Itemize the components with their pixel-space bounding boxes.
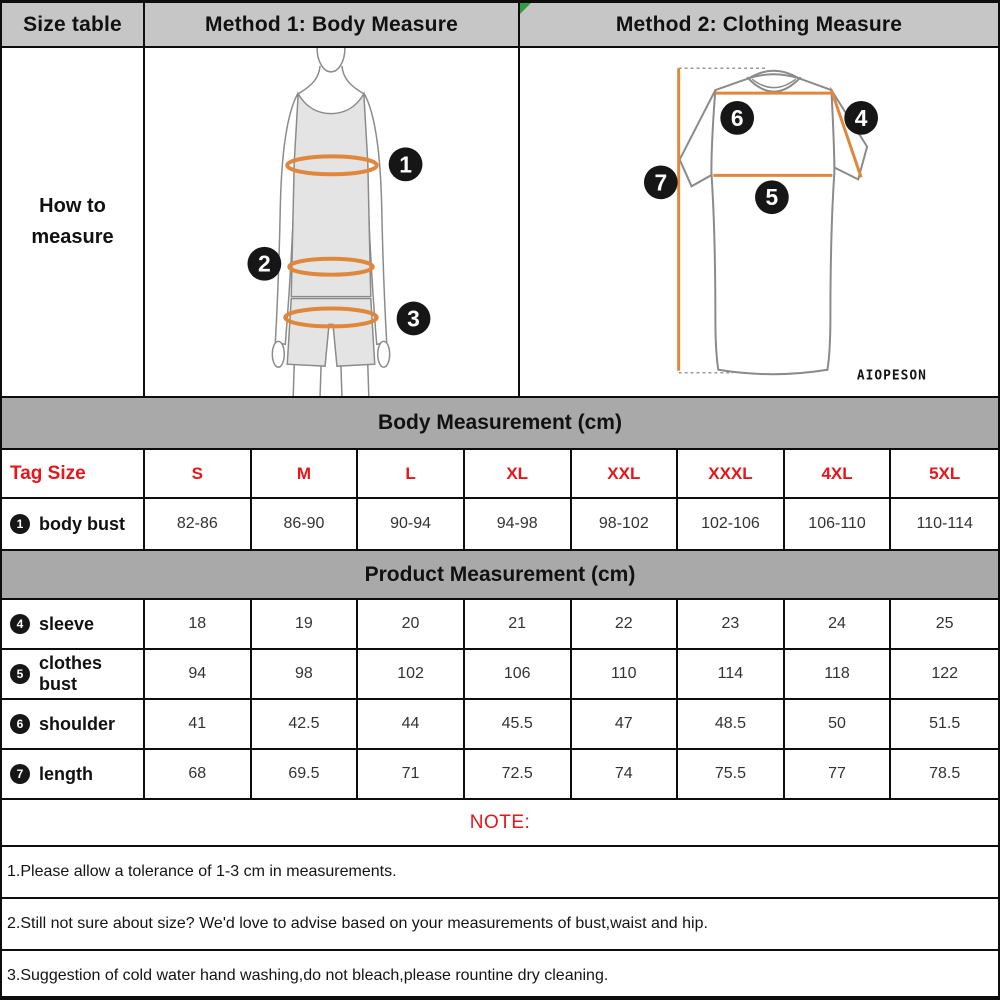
size-col-xl: XL — [465, 450, 572, 499]
size-col-4xl: 4XL — [785, 450, 892, 499]
shoulder-4xl: 50 — [785, 700, 892, 750]
body-bust-label — [2, 499, 145, 551]
body-measurement-section-header: Body Measurement (cm) — [2, 398, 998, 450]
how-to-line1: How to — [39, 195, 106, 217]
length-m: 69.5 — [252, 750, 359, 800]
method2-header-label: Method 2: Clothing Measure — [615, 12, 903, 36]
svg-text:2: 2 — [258, 250, 271, 277]
length-l: 71 — [358, 750, 465, 800]
shoulder-label — [2, 700, 145, 750]
marker-4-badge: 4 — [10, 614, 30, 634]
length-label-text: length — [39, 763, 93, 784]
tag-size-row — [2, 450, 998, 499]
shoulder-5xl: 51.5 — [891, 700, 998, 750]
shoulder-m: 42.5 — [252, 700, 359, 750]
body-marker-1 — [389, 147, 423, 181]
clothing-measure-figure — [520, 48, 998, 398]
size-col-m: M — [252, 450, 359, 499]
note-item-2: 2.Still not sure about size? We'd love to advise based on your measurements of bust,waist and hip. — [2, 899, 998, 951]
sleeve-5xl: 25 — [891, 600, 998, 650]
shoulder-xxxl: 48.5 — [678, 700, 785, 750]
length-row — [2, 750, 998, 800]
body-bust-m: 86-90 — [252, 499, 359, 551]
note-item-3: 3.Suggestion of cold water hand washing,do not bleach,please rountine dry cleaning. — [7, 967, 609, 984]
top-header-row — [2, 3, 998, 48]
clothes-bust-5xl: 122 — [891, 650, 998, 700]
sleeve-label — [2, 600, 145, 650]
svg-text:1: 1 — [399, 151, 412, 178]
tag-size-label: Tag Size — [2, 450, 145, 499]
product-measurement-section-header: Product Measurement (cm) — [2, 551, 998, 600]
sleeve-4xl: 24 — [785, 600, 892, 650]
clothes-bust-m: 98 — [252, 650, 359, 700]
sleeve-label-text: sleeve — [39, 613, 95, 634]
body-bust-4xl: 106-110 — [785, 499, 892, 551]
clothes-bust-label-text: clothes bust — [39, 653, 103, 694]
body-bust-5xl: 110-114 — [891, 499, 998, 551]
marker-7-badge: 7 — [10, 764, 30, 784]
illustration-row — [2, 48, 998, 398]
sleeve-xl: 21 — [465, 600, 572, 650]
body-measure-figure — [145, 48, 520, 398]
clothing-marker-5 — [755, 180, 789, 214]
length-4xl: 77 — [785, 750, 892, 800]
sleeve-xxxl: 23 — [678, 600, 785, 650]
body-bust-s: 82-86 — [145, 499, 252, 551]
body-bust-row — [2, 499, 998, 551]
sleeve-xxl: 22 — [572, 600, 679, 650]
shoulder-row — [2, 700, 998, 750]
clothing-marker-4 — [844, 101, 878, 135]
body-marker-3 — [397, 302, 431, 336]
length-5xl: 78.5 — [891, 750, 998, 800]
how-to-line2: measure — [31, 226, 114, 248]
shoulder-label-text: shoulder — [39, 713, 116, 734]
body-bust-xl: 94-98 — [465, 499, 572, 551]
length-label — [2, 750, 145, 800]
clothes-bust-l: 102 — [358, 650, 465, 700]
clothes-bust-s: 94 — [145, 650, 252, 700]
length-xl: 72.5 — [465, 750, 572, 800]
svg-text:6: 6 — [730, 104, 744, 131]
green-corner-flag-icon — [520, 3, 531, 14]
clothes-bust-xl: 106 — [465, 650, 572, 700]
clothes-bust-xxxl: 114 — [678, 650, 785, 700]
how-to-measure-cell — [2, 48, 145, 398]
note-title: NOTE: — [2, 800, 998, 847]
clothing-marker-6 — [720, 101, 754, 135]
size-col-xxxl: XXXL — [678, 450, 785, 499]
marker-1-badge: 1 — [10, 514, 30, 534]
method1-header: Method 1: Body Measure — [145, 3, 520, 48]
clothes-bust-xxl: 110 — [572, 650, 679, 700]
shoulder-l: 44 — [358, 700, 465, 750]
body-figure-icon — [145, 48, 518, 396]
clothes-bust-row — [2, 650, 998, 700]
svg-text:3: 3 — [407, 305, 420, 332]
sleeve-m: 19 — [252, 600, 359, 650]
shoulder-s: 41 — [145, 700, 252, 750]
clothing-marker-7 — [644, 165, 678, 199]
method2-header — [520, 3, 998, 48]
sleeve-s: 18 — [145, 600, 252, 650]
sleeve-row — [2, 600, 998, 650]
note-item-1: 1.Please allow a tolerance of 1-3 cm in measurements. — [2, 847, 998, 899]
body-bust-label-text: body bust — [39, 513, 125, 534]
svg-text:4: 4 — [854, 104, 868, 131]
size-col-l: L — [358, 450, 465, 499]
body-bust-xxl: 98-102 — [572, 499, 679, 551]
brand-text: AIOPESON — [856, 368, 927, 384]
clothes-bust-4xl: 118 — [785, 650, 892, 700]
body-bust-l: 90-94 — [358, 499, 465, 551]
marker-5-badge: 5 — [10, 664, 30, 684]
length-xxxl: 75.5 — [678, 750, 785, 800]
marker-6-badge: 6 — [10, 714, 30, 734]
body-bust-xxxl: 102-106 — [678, 499, 785, 551]
length-xxl: 74 — [572, 750, 679, 800]
size-table-header: Size table — [2, 3, 145, 48]
size-col-s: S — [145, 450, 252, 499]
sleeve-l: 20 — [358, 600, 465, 650]
size-col-5xl: 5XL — [891, 450, 998, 499]
shoulder-xxl: 47 — [572, 700, 679, 750]
clothes-bust-label — [2, 650, 145, 700]
shoulder-xl: 45.5 — [465, 700, 572, 750]
tshirt-figure-icon — [520, 48, 998, 396]
size-col-xxl: XXL — [572, 450, 679, 499]
length-s: 68 — [145, 750, 252, 800]
svg-text:7: 7 — [654, 169, 668, 196]
svg-text:5: 5 — [765, 184, 779, 211]
body-marker-2 — [247, 247, 281, 281]
